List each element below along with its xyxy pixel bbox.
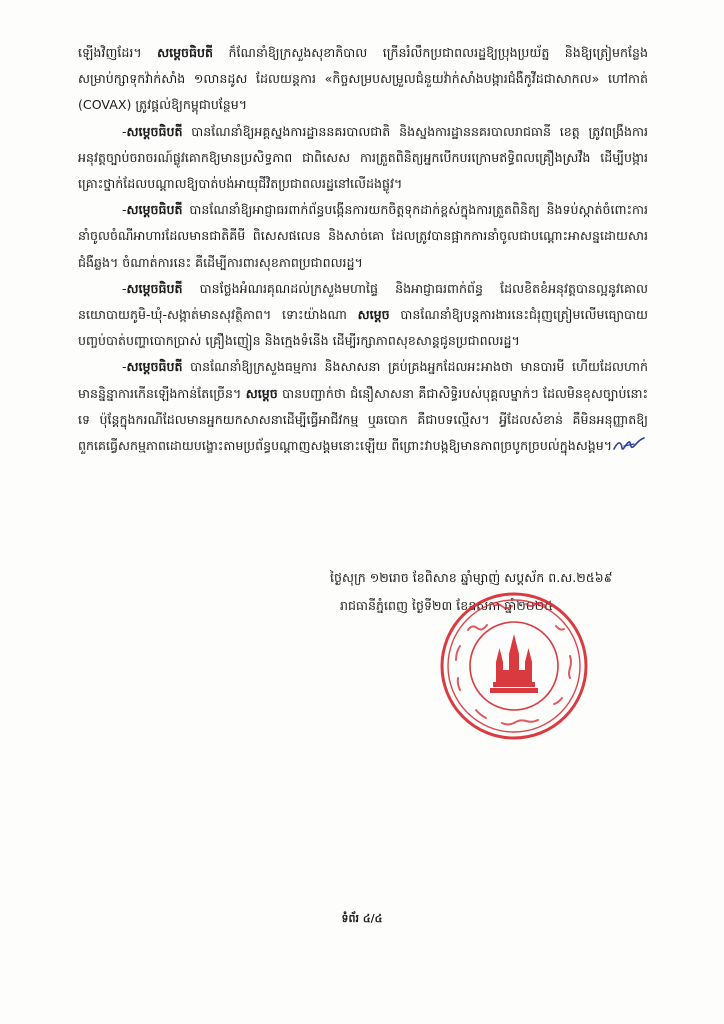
paragraph-subject: សម្តេចធិបតី: [126, 123, 183, 139]
paragraph-lead: -: [122, 280, 127, 296]
paragraph-4: [78, 276, 648, 355]
paragraph-lead: -: [122, 359, 127, 375]
paragraph-text: បានណែនាំឱ្យក្រសួងធម្មការ និងសាសនា គ្រប់គ្រងអ្នកដែលអះអាងថា មានបារមី ហើយដែលហាក់មានន្និន្នាការកើនឡើងកាន់តែច្រើន។: [78, 359, 648, 401]
paragraph-text: បានណែនាំឱ្យអគ្គស្នងការដ្ឋាននគរបាលជាតិ និងស្នងការដ្ឋាននគរបាលរាជធានី ខេត្ត ត្រូវពង្រឹងការអនុវត្តច្បាប់ចរាចរណ៍ផ្លូវគោកឱ្យមានប្រសិទ្ធភាព ជាពិសេស ការត្រួតពិនិត្យអ្នកបើកបរក្រោមឥទ្ធិពលគ្រឿងស្រវឹង ដើម្បីបង្ការគ្រោះថ្នាក់ដែលបណ្តាលឱ្យបាត់បង់អាយុជីវិតប្រជាពលរដ្ឋនៅលើដងផ្លូវ។: [78, 123, 648, 192]
paragraph-5: [78, 354, 648, 459]
document-body: [78, 40, 648, 459]
lunar-date: ថ្ងៃសុក្រ ១២រោច ខែពិសាខ ឆ្នាំម្សាញ់ សប្តស័ក ព.ស.២៥៦៩: [330, 570, 613, 585]
paragraph-subject-secondary: សម្តេច: [357, 307, 390, 323]
paragraph-2: [78, 119, 648, 198]
paragraph-subject: សម្តេចធិបតី: [126, 359, 183, 375]
paragraph-lead: -: [122, 123, 127, 139]
paragraph-text-secondary: បានណែនាំឱ្យបន្តការងារនេះជំរុញត្រៀមលើមធ្យោបាយបញ្ចប់បាត់បញ្ហាបោកប្រាស់ គ្រឿងញៀន និងក្មេងទំនើង ដើម្បីរក្សាភាពសុខសាន្តជូនប្រជាពលរដ្ឋ។: [78, 307, 648, 349]
paragraph-text: ក៏ណែនាំឱ្យក្រសួងសុខាភិបាល ក្រើនរំលឹកប្រជាពលរដ្ឋឱ្យប្រុងប្រយ័ត្ន និងឱ្យត្រៀមកន្លែងសម្រាប់ក្សាទុកវ៉ាក់សាំង ១លានដូស ដែលយន្តការ «កិច្ចសម្របសម្រួលជំនួយវ៉ាក់សាំងបង្ការជំងឺកូវីដជាសាកល» ហៅកាត់ (COVAX) ត្រូវផ្តល់ឱ្យកម្ពុជាបន្ថែម។: [78, 45, 648, 113]
paragraph-lead: -: [122, 202, 127, 218]
paragraph-subject: សម្តេចធិបតី: [157, 45, 214, 60]
paragraph-subject-secondary: សម្តេច: [245, 385, 278, 401]
official-seal-icon: [438, 590, 590, 742]
paragraph-lead: ឡើងវិញដែរ។: [78, 45, 158, 60]
handwritten-initials-icon: [612, 437, 646, 453]
paragraph-text: បានថ្លែងអំណរគុណដល់ក្រសួងមហាផ្ទៃ និងអាជ្ញាធរពាក់ព័ន្ធ ដែលខិតខំអនុវត្តបានល្អនូវគោលនយោបាយភូមិ-ឃុំ-សង្កាត់មានសុវត្ថិភាព។ ទោះយ៉ាងណា: [78, 280, 648, 323]
paragraph-text-secondary: បានបញ្ជាក់ថា ជំនឿសាសនា គឺជាសិទ្ធិរបស់បុគ្គលម្នាក់ៗ ដែលមិនខុសច្បាប់នោះទេ ប៉ុន្តែក្នុងករណីដែលមានអ្នកយកសាសនាដើម្បីធ្វើអាជីវកម្ម ឬឆបោក គឺជាបទល្មើស។ អ្វីដែលសំខាន់ គឺមិនអនុញ្ញាតឱ្យពួកគេធ្វើសកម្មភាពដោយបង្ខោះតាមប្រព័ន្ធបណ្តាញសង្គមនោះឡើយ ពីព្រោះវាបង្កឱ្យមានភាពច្របូកច្របល់ក្នុងសង្គម។: [78, 385, 648, 454]
paragraph-subject: សម្តេចធិបតី: [126, 202, 183, 218]
paragraph-3: [78, 197, 648, 276]
solar-date: រាជធានីភ្នំពេញ ថ្ងៃទី២៣ ខែឧសភា ឆ្នាំ២០២៥: [340, 598, 554, 613]
paragraph-subject: សម្តេចធិបតី: [126, 280, 183, 296]
page-number: ទំព័រ ៤/៤: [341, 912, 383, 925]
paragraph-text: បានណែនាំឱ្យអាជ្ញាធរពាក់ព័ន្ធបង្កើនការយកចិត្តទុកដាក់ខ្ពស់ក្នុងការត្រួតពិនិត្យ និងទប់ស្កាត់ចំពោះការនាំចូលចំណីអាហារដែលមានជាតិគីមី ពិសេសផលេន និងសាច់គោ ដែលត្រូវបានផ្អាកការនាំចូលជាបណ្តោះអាសន្នដោយសារជំងឺឆ្លង។ ចំណាត់ការនេះ គឺដើម្បីការពារសុខភាពប្រជាពលរដ្ឋ។: [78, 202, 648, 270]
paragraph-1: [78, 40, 648, 119]
